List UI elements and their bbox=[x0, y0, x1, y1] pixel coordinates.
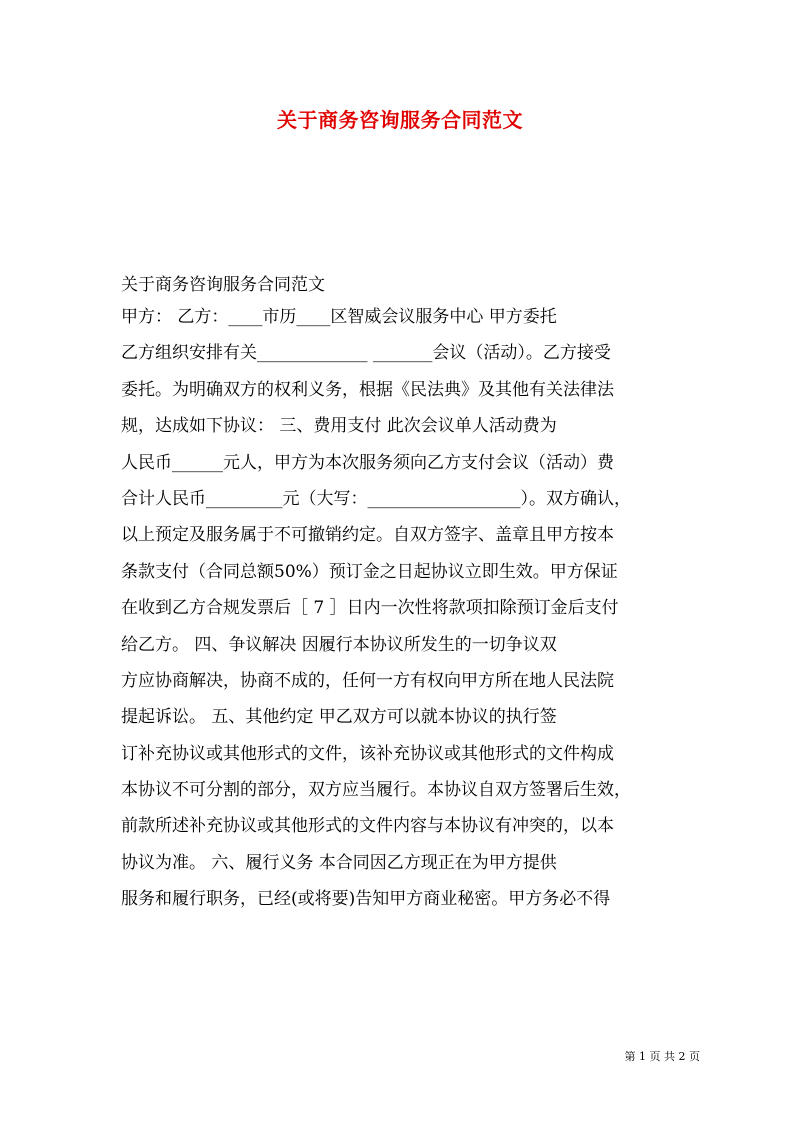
document-body bbox=[121, 270, 681, 921]
body-line: 提起诉讼。 五、其他约定 甲乙双方可以就本协议的执行签 bbox=[121, 707, 557, 728]
body-line: 本协议不可分割的部分，双方应当履行。本协议自双方签署后生效， bbox=[121, 780, 631, 801]
body-line: 协议为准。 六、履行义务 本合同因乙方现正在为甲方提供 bbox=[121, 852, 557, 873]
body-line: 人民币______元人，甲方为本次服务须向乙方支付会议（活动）费 bbox=[121, 452, 614, 473]
body-line: 方应协商解决，协商不成的，任何一方有权向甲方所在地人民法院 bbox=[121, 670, 614, 691]
body-line: 以上预定及服务属于不可撤销约定。自双方签字、盖章且甲方按本 bbox=[121, 525, 614, 546]
body-line: 订补充协议或其他形式的文件，该补充协议或其他形式的文件构成 bbox=[121, 743, 614, 764]
body-line: 服务和履行职务，已经(或将要)告知甲方商业秘密。甲方务必不得 bbox=[121, 889, 611, 910]
body-line: 在收到乙方合规发票后［ 7 ］日内一次性将款项扣除预订金后支付 bbox=[121, 598, 619, 619]
body-line: 乙方组织安排有关_____________ _______会议（活动）。乙方接受 bbox=[121, 343, 611, 364]
body-line: 甲方： 乙方：____市历____区智威会议服务中心 甲方委托 bbox=[121, 307, 557, 327]
body-line: 规，达成如下协议： 三、费用支付 此次会议单人活动费为 bbox=[121, 416, 557, 437]
body-line: 关于商务咨询服务合同范文 bbox=[121, 275, 325, 295]
body-line: 前款所述补充协议或其他形式的文件内容与本协议有冲突的，以本 bbox=[121, 816, 614, 837]
body-line: 条款支付（合同总额50%）预订金之日起协议立即生效。甲方保证 bbox=[121, 561, 618, 582]
page-number: 第 1 页 共 2 页 bbox=[624, 1050, 700, 1063]
body-line: 委托。为明确双方的权利义务，根据《民法典》及其他有关法律法 bbox=[121, 379, 614, 400]
document-title: 关于商务咨询服务合同范文 bbox=[277, 108, 523, 132]
body-line: 合计人民币_________元（大写：__________________）。双方确认， bbox=[121, 488, 631, 509]
body-line: 给乙方。 四、争议解决 因履行本协议所发生的一切争议双 bbox=[121, 634, 557, 655]
